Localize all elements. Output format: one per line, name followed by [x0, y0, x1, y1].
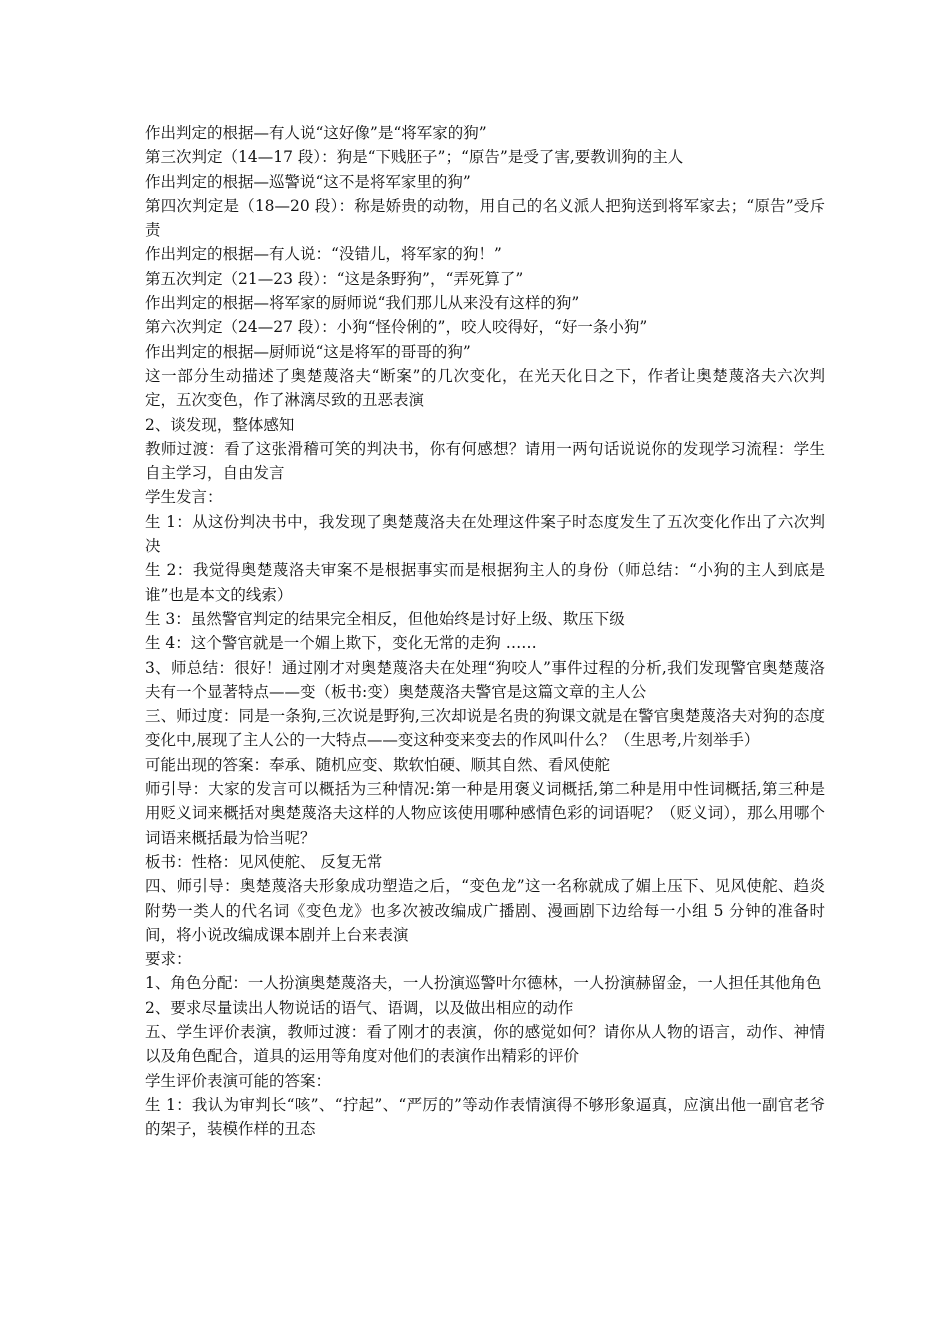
text-line: 学生发言：: [145, 488, 223, 507]
text-line: 五、学生评价表演，教师过渡：看了刚才的表演，你的感觉如何？请你从人物的语言，动作、神情以及角色配合，道具的运用等角度对他们的表演作出精彩的评价: [145, 1022, 825, 1066]
text-line: 作出判定的根据—巡警说“这不是将军家里的狗”: [145, 172, 471, 191]
text-line: 第三次判定（14—17 段）：狗是“下贱胚子”；“原告”是受了害,要教训狗的主人: [145, 148, 684, 167]
text-line: 2、要求尽量读出人物说话的语气、语调，以及做出相应的动作: [145, 998, 574, 1017]
text-line: 这一部分生动描述了奥楚蔑洛夫“断案”的几次变化，在光天化日之下，作者让奥楚蔑洛夫六次判定，五次变色，作了淋漓尽致的丑恶表演: [145, 366, 825, 410]
text-line: 生 1：从这份判决书中，我发现了奥楚蔑洛夫在处理这件案子时态度发生了五次变化作出了六次判决: [145, 512, 825, 556]
text-line: 作出判定的根据—有人说“这好像”是“将军家的狗”: [145, 124, 487, 142]
text-line: 1、角色分配：一人扮演奥楚蔑洛夫，一人扮演巡警叶尔德林，一人扮演赫留金，一人担任其他角色: [145, 974, 822, 993]
text-line: 作出判定的根据—将军家的厨师说“我们那儿从来没有这样的狗”: [145, 294, 580, 313]
text-line: 四、师引导：奥楚蔑洛夫形象成功塑造之后，“变色龙”这一名称就成了媚上压下、见风使舵、趋炎附势一类人的代名词《变色龙》也多次被改编成广播剧、漫画剧下边给每一小组 5 分钟的准备时间，将小说改编成课本剧并上台来表演: [145, 877, 825, 944]
text-line: 学生评价表演可能的答案：: [145, 1071, 332, 1090]
document-body: [145, 121, 825, 1141]
text-line: 要求：: [145, 950, 192, 969]
text-line: 3、师总结：很好！通过刚才对奥楚蔑洛夫在处理“狗咬人”事件过程的分析,我们发现警官奥楚蔑洛夫有一个显著特点——变（板书:变）奥楚蔑洛夫警官是这篇文章的主人公: [145, 658, 825, 701]
text-line: 师引导：大家的发言可以概括为三种情况:第一种是用褒义词概括,第二种是用中性词概括,第三种是用贬义词来概括对奥楚蔑洛夫这样的人物应该使用哪种感情色彩的词语呢？（贬义词），那么用哪个词语来概括最为恰当呢？: [145, 780, 825, 847]
text-line: 可能出现的答案：奉承、随机应变、欺软怕硬、顺其自然、看风使舵: [145, 755, 611, 774]
text-line: 生 1：我认为审判长“咳”、“拧起”、“严厉的”等动作表情演得不够形象逼真，应演出他一副官老爷的架子，装模作样的丑态: [145, 1095, 825, 1139]
text-line: 教师过渡：看了这张滑稽可笑的判决书，你有何感想？请用一两句话说说你的发现学习流程：学生自主学习，自由发言: [145, 439, 825, 483]
text-line: 板书：性格：见风使舵、 反复无常: [145, 852, 383, 871]
text-line: 作出判定的根据—厨师说“这是将军的哥哥的狗”: [145, 342, 471, 361]
text-line: 生 2：我觉得奥楚蔑洛夫审案不是根据事实而是根据狗主人的身份（师总结：“小狗的主人到底是谁”也是本文的线索）: [145, 561, 825, 604]
text-line: 作出判定的根据—有人说：“没错儿，将军家的狗！”: [145, 245, 502, 264]
text-line: 生 4：这个警官就是一个媚上欺下，变化无常的走狗 ……: [145, 634, 537, 653]
text-line: 第四次判定是（18—20 段）：称是娇贵的动物，用自己的名义派人把狗送到将军家去；“原告”受斥责: [145, 196, 825, 240]
text-line: 三、师过度：同是一条狗,三次说是野狗,三次却说是名贵的狗课文就是在警官奥楚蔑洛夫对狗的态度变化中,展现了主人公的一大特点——变这种变来变去的作风叫什么？（生思考,片刻举手）: [145, 707, 825, 750]
section-heading: 2、谈发现，整体感知: [145, 415, 295, 434]
text-line: 生 3：虽然警官判定的结果完全相反，但他始终是讨好上级、欺压下级: [145, 609, 625, 628]
text-line: 第六次判定（24—27 段）：小狗“怪伶俐的”，咬人咬得好，“好一条小狗”: [145, 318, 648, 337]
text-line: 第五次判定（21—23 段）：“这是条野狗”，“弄死算了”: [145, 269, 524, 288]
